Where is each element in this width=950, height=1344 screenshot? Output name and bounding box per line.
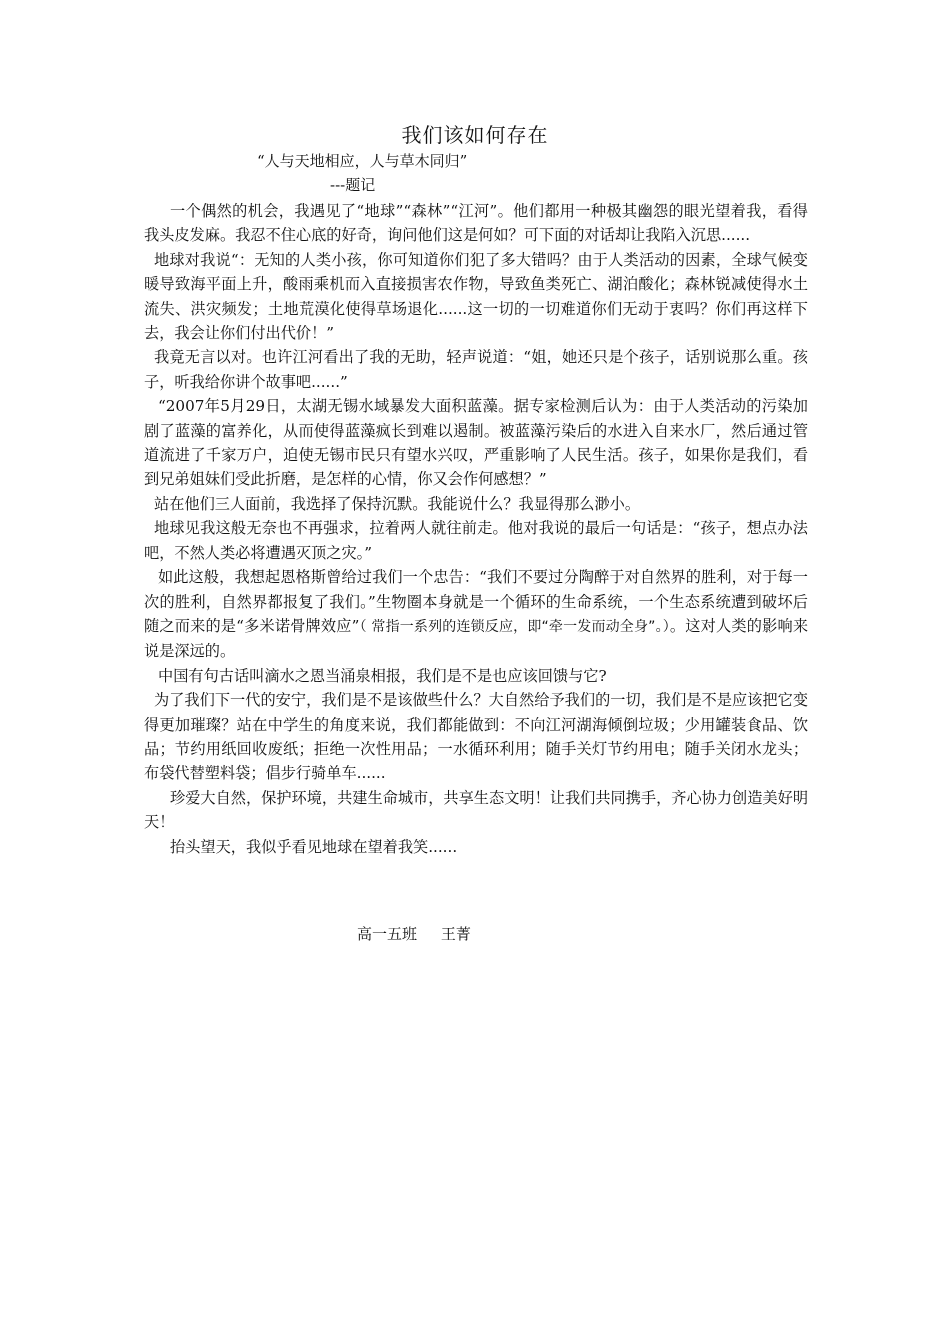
paragraph-7-text: 如此这般，我想起恩格斯曾给过我们一个忠告：“我们不要过分陶醉于对自然界的胜利，对于每一次的胜利，自然界都报复了我们。”生物圈本身就是一个循环的生命系统，一个生态系统遭到破坏后随之而来的是“多米诺骨牌效应”: [144, 568, 808, 635]
paragraph-7-end: 。这对人类的影响来说是深远的。: [144, 616, 809, 661]
paragraph-8: 中国有句古话叫滴水之恩当涌泉相报，我们是不是也应该回馈与它?: [158, 666, 607, 685]
paragraph-6: 地球见我这般无奈也不再强求，拉着两人就往前走。他对我说的最后一句话是：“孩子，想点办法吧，不然人类必将遭遇灭顶之灾。”: [144, 519, 808, 562]
paragraph-1: 一个偶然的机会，我遇见了“地球”“森林”“江河”。他们都用一种极其幽怨的眼光望着我，看得我头皮发麻。我忍不住心底的好奇，询问他们这是何如？可下面的对话却让我陷入沉思......: [144, 202, 808, 245]
essay-title: 我们该如何存在: [401, 123, 549, 147]
paragraph-5: 站在他们三人面前，我选择了保持沉默。我能说什么？我显得那么渺小。: [154, 494, 640, 513]
epigraph-source: ---题记: [330, 176, 376, 194]
author-signature: 高一五班 王菁: [357, 925, 471, 943]
paragraph-4: “2007年5月29日，太湖无锡水域暴发大面积蓝藻。据专家检测后认为：由于人类活动的污染加剧了蓝藻的富养化，从而使得蓝藻疯长到难以遏制。被蓝藻污染后的水进入自来水厂，然后通过管道流进了千家万户，迫使无锡市民只有望水兴叹，严重影响了人民生活。孩子，如果你是我们，看到兄弟姐妹们受此折磨，是怎样的心情，你又会作何感想？”: [144, 397, 808, 489]
paragraph-7: [144, 565, 808, 664]
paragraph-3: 我竟无言以对。也许江河看出了我的无助，轻声说道：“姐，她还只是个孩子，话别说那么重。孩子，听我给你讲个故事吧......”: [144, 348, 808, 391]
paragraph-7-aside: （ 常指一系列的连锁反应，即“牵一发而动全身”。）: [359, 618, 670, 635]
paragraph-11: 抬头望天，我似乎看见地球在望着我笑......: [170, 837, 458, 856]
paragraph-10: 珍爱大自然，保护环境，共建生命城市，共享生态文明！让我们共同携手，齐心协力创造美好明天！: [144, 788, 808, 832]
epigraph-quote: “人与天地相应，人与草木同归”: [257, 152, 468, 170]
essay-body: [144, 199, 808, 859]
paragraph-9: 为了我们下一代的安宁，我们是不是该做些什么？大自然给予我们的一切，我们是不是应该把它变得更加璀璨？站在中学生的角度来说，我们都能做到：不向江河湖海倾倒垃圾；少用罐装食品、饮品；节约用纸回收废纸；拒绝一次性用品；一水循环利用；随手关灯节约用电；随手关闭水龙头；布袋代替塑料袋；倡步行骑单车......: [144, 691, 808, 783]
paragraph-2: 地球对我说“：无知的人类小孩，你可知道你们犯了多大错吗？由于人类活动的因素，全球气候变暖导致海平面上升，酸雨乘机而入直接损害农作物，导致鱼类死亡、湖泊酸化；森林锐减使得水土流失、洪灾频发；土地荒漠化使得草场退化......这一切的一切难道你们无动于衷吗？你们再这样下去，我会让你们付出代价！”: [144, 250, 808, 343]
